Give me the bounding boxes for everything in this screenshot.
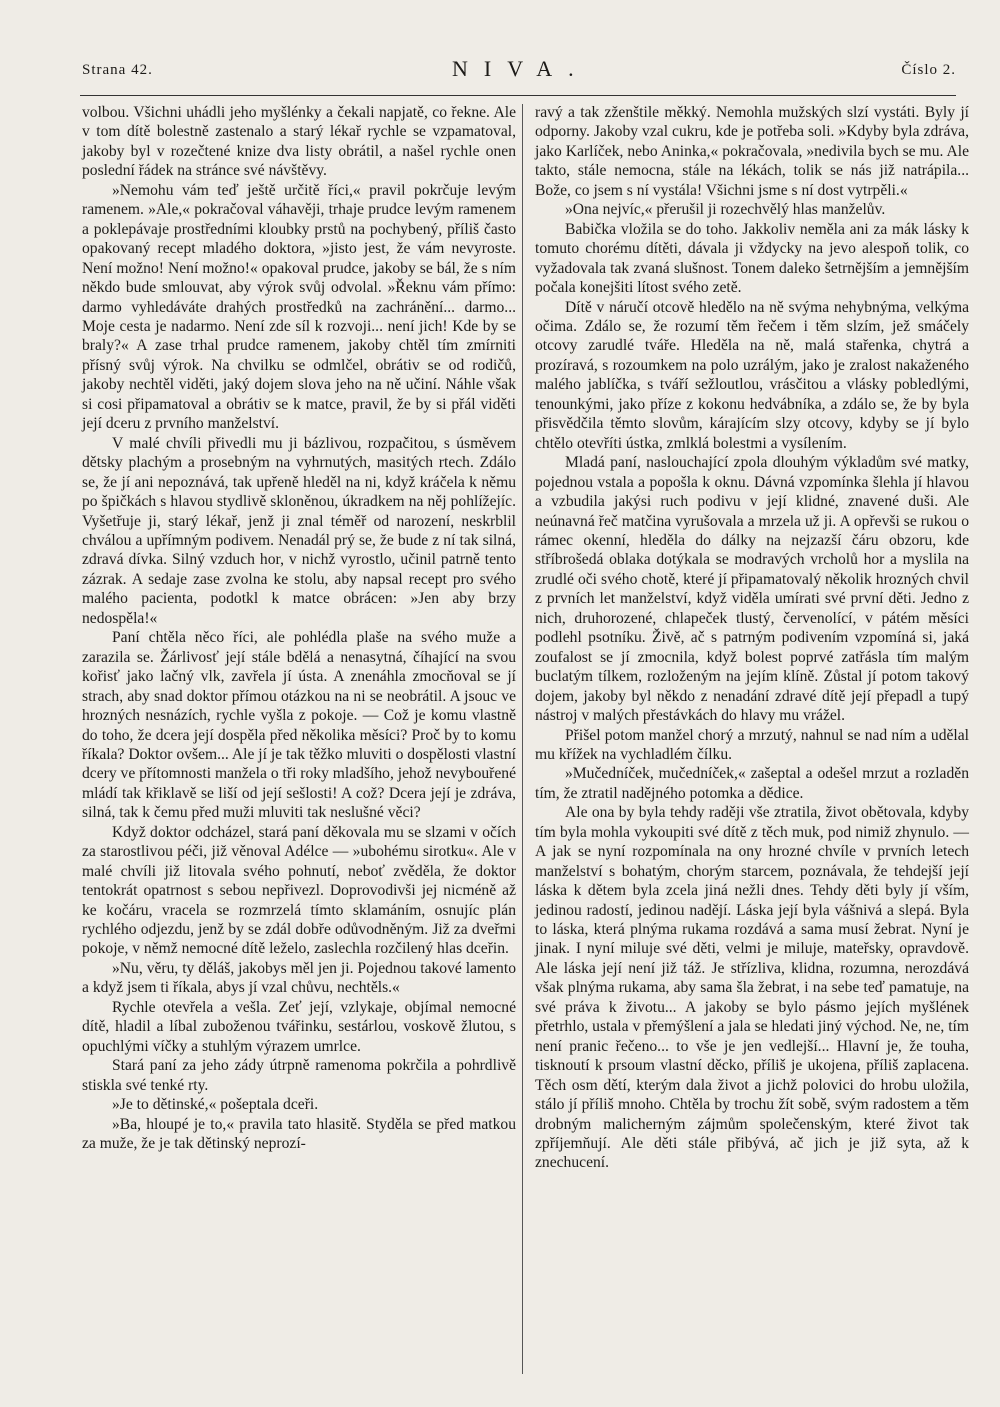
column-divider [522, 104, 523, 1374]
left-column [82, 103, 516, 1153]
paragraph: »Nemohu vám teď ještě určitě říci,« pravil pokrčuje levým ramenem. »Ale,« pokračoval váhavěji, trhaje prudce levým ramenem a poklepávaje prostředními kloubky prstů na pochybený, příliš často opakovaný recept mladého doktora, »jisto jest, že vám nevyroste. Není možno! Není možno!« opakoval prudce, jakoby se bál, že s ním někdo bude smlouvat, aby výrok svůj odvolal. »Řeknu vám přímo: darmo vyhledáváte drahých prostředků na zachránění... darmo... Moje cesta je nadarmo. Není zde síl k rozvoji... není jich! Kde by se braly?« A zase trhal prudce ramenem, jakoby chtěl tím zmírniti přísný svůj výrok. Na chvilku se odmlčel, obrátiv se od rodičů, jakoby nechtěl viděti, jaký dojem slova jeho na ně učiní. Náhle však si cosi připamatoval a obrátiv se k matce, pravil, že by si přál viděti její dceru z prvního manželství. [82, 181, 516, 433]
header-rule [80, 95, 956, 96]
paragraph: Přišel potom manžel chorý a mrzutý, nahnul se nad ním a udělal mu křížek na vychladlém čílku. [535, 726, 969, 763]
page-number: Strana 42. [82, 62, 153, 78]
page-header [82, 56, 956, 92]
paragraph: Babička vložila se do toho. Jakkoliv neměla ani za mák lásky k tomuto chorému dítěti, dávala ji vždycky na jevo alespoň tolik, co vyžadovala tak zvaná slušnost. Tonem daleko šetrnějším a jemnějším počala konejšiti lítost svého zetě. [535, 220, 969, 297]
paragraph: Stará paní za jeho zády útrpně ramenoma pokrčila a pohrdlivě stiskla své tenké rty. [82, 1057, 516, 1094]
paragraph: Paní chtěla něco říci, ale pohlédla plaše na svého muže a zarazila se. Žárlivosť její stále bdělá a nenasytná, číhající na svou kořisť jako lačný vlk, zavřela jí ústa. A znenáhla zmocňoval se jí strach, aby snad doktor přímou otázkou na ni se neobrátil. A jsouc ve hrozných nesnázích, rychle vyšla z pokoje. — Což je komu vlastně do toho, že dcera její dospěla před několika měsíci? Proč by to komu říkala? Doktor ovšem... Ale jí je tak těžko mluviti o dospělosti vlastní dcery ve přítomnosti manžela o tři roky mladšího, jehož nevybouřené mládí tak křiklavě se liší od její sešlosti! A což? Dcera její je zdráva, silná, tak k čemu před muži mluviti tak neslušné věci? [82, 629, 516, 822]
paragraph: »Nu, věru, ty děláš, jakobys měl jen ji. Pojednou takové lamento a když jsem ti říkala, abys jí vzal chůvu, nechtěls.« [82, 959, 516, 997]
paragraph: »Je to dětinské,« pošeptala dceři. [112, 1096, 319, 1114]
paragraph: Mladá paní, naslouchající zpola dlouhým výkladům své matky, pojednou vstala a popošla k oknu. Dávná vzpomínka šlehla jí hlavou a vzbudila jakýsi ruch podivu v její klidné, znavené duši. Ale neúnavná řeč matčina vyrušovala a mrzela už ji. A opřevši se rukou o rámec okenní, hleděla do dálky na nejzazší čáru obzoru, kde stříbrošedá oblaka dotýkala se modravých vrcholů hor a myslila na zrudlé oči svého chotě, které jí připamatovalý několik hrozných chvil z prvních let manželství, když viděla umírati své první děti. Jedno z nich, druhorozené, chlapeček tlustý, červenolící, v pátém měsíci podlehl psotníku. Živě, ač s patrným podivením vzpomíná si, jaká zoufalost se jí zmocnila, když bolest poprvé zatřásla tím malým buclatým tílkem, rozloženým na jejím klíně. Zůstal jí potom takový dojem, jakoby byl někdo z nenadání zdravé dítě její přepadl a tupý nástroj v malých přestávkách do hlavy mu vrážel. [535, 454, 969, 725]
right-column [535, 103, 969, 1173]
journal-title: NIVA. [452, 56, 590, 81]
paragraph: Ale ona by byla tehdy raději vše ztratila, život obětovala, kdyby tím byla mohla vykoupiti své dítě z těch muk, pod nimiž zhynulo. — A jak se nyní rozpomínala na ony hrozné chvíle v prvních letech manželství s bohatým, chorým starcem, poznávala, že tehdejší její láska k dětem byla zcela jiná nežli dnes. Tehdy děti byly jí vším, jedinou radostí, jedinou nadějí. Láska její byla vášnivá a slepá. Byla to láska, která plnýma rukama rozdává a sama musí žebrat. Nyní je jinak. I nyní miluje své děti, velmi je miluje, mateřsky, opravdově. Ale láska její není již táž. Je střízliva, klidna, rozumna, nerozdává však plnýma rukama, aby sama šla žebrat, i na sebe teď pamatuje, na své práva k životu... A jakoby se bylo pásmo jejích myšlének přetrhlo, ustala v přemýšlení a jala se hledati jiný východ. Ne, ne, tím není pranic řečeno... to vše je jen vedlejší... Hlavní je, že touha, tisknoutí k prsoum vlastní děcko, příliš je ukojena, příliš zaplacena. Těch osm dětí, kterým dala život a jichž polovici do hrobu uložila, stálo jí příliš mnoho. Chtěla by trochu žít sobě, svým radostem a těm drobným malicherným zájmům společenským, které život tak zpříjemňují. Ale děti stále přibývá, ač jich je již syta, až k znechucení. [535, 804, 969, 1172]
paragraph: »Ona nejvíc,« přerušil ji rozechvělý hlas manželův. [565, 201, 886, 219]
paragraph: Dítě v náručí otcově hledělo na ně svýma nehybnýma, velkýma očima. Zdálo se, že rozumí těm řečem i těm slzím, jež smáčely otcovy zarudlé tváře. Hleděla na ně, malá stařenka, chytrá a prozíravá, s rozoumkem na polo uzrálým, jako je zralost nakaženého malého jablíčka, s tváří sežloutlou, vrásčitou a vlásky pobledlými, tenounkými, jako příze z kokonu hedvábníka, a zdálo se, že by byla přisvědčila těmto slovům, kárajícím slzy otcovy, kdyby se jí bylo chtělo otevříti ústka, zmlklá bolestmi a vysílením. [535, 298, 969, 452]
issue-number: Číslo 2. [901, 62, 956, 78]
paragraph: V malé chvíli přivedli mu ji bázlivou, rozpačitou, s úsměvem dětsky plachým a prosebným na vyhrnutých, masitých rtech. Zdálo se, že jí ani nepoznává, tak upřeně hleděl na ni, když kráčela k němu po špičkách s hlavou stydlivě skloněnou, úkradkem na něj pohlížejíc. Vyšetřuje ji, starý lékař, jenž ji znal téměř od narození, neskrblil chválou a upřímným podivem. Nenadál prý se, že bude z ní tak silná, zdravá dívka. Silný vzduch hor, v nichž vyrostlo, učinil patrně tento zázrak. A sedaje zase zvolna ke stolu, aby napsal recept pro svého malého pacienta, podotkl k matce obrácen: »Jen aby brzy nedospěla!« [82, 434, 516, 627]
paragraph: Rychle otevřela a vešla. Zeť její, vzlykaje, objímal nemocné dítě, hladil a líbal zuboženou tvářinku, sestárlou, voskově žlutou, s opuchlými víčky a stuhlým výrazem umrlce. [82, 998, 516, 1055]
paragraph: »Ba, hloupé je to,« pravila tato hlasitě. Styděla se před matkou za muže, že je tak dětinský neprozí- [82, 1115, 516, 1153]
paragraph: volbou. Všichni uhádli jeho myšlénky a čekali napjatě, co řekne. Ale v tom dítě bolestně zastenalo a starý lékař rychle se vzpamatoval, jakoby byl v rozečtené knize dva listy obrátil, a našel rychle onen poslední řádek na stránce své návštěvy. [82, 104, 516, 180]
paragraph: ravý a tak zženštile měkký. Nemohla mužských slzí vystáti. Byly jí odporny. Jakoby vzal cukru, kde je potřeba soli. »Kdyby byla zdráva, jako Karlíček, nebo Aninka,« pokračovala, »nedivila bych se mu. Ale takto, stále nemocna, stále na lékách, tolik se nás již natrápila... Bože, co jsem s ní vystála! Všichni jsme s ní dost vytrpěli.« [535, 104, 969, 199]
paragraph: Když doktor odcházel, stará paní děkovala mu se slzami v očích za starostlivou péči, již věnoval Adélce — »ubohému sirotku«. Ale v malé chvíli již litovala svého pohnutí, neboť zvěděla, že doktor tentokrát opatrnost s sebou nepřivezl. Doprovodivši jej nicméně až ke kočáru, vracela se rozmrzelá tímto sklamáním, osnujíc plán rychlého odjezdu, jenž by se zdál dobře odůvodněným. Již za dveřmi pokoje, v němž nemocné dítě leželo, zaslechla rozčilený hlas dceřin. [82, 823, 516, 958]
paragraph: »Mučedníček, mučedníček,« zašeptal a odešel mrzut a rozladěn tím, že ztratil nadějného potomka a dědice. [535, 765, 969, 802]
